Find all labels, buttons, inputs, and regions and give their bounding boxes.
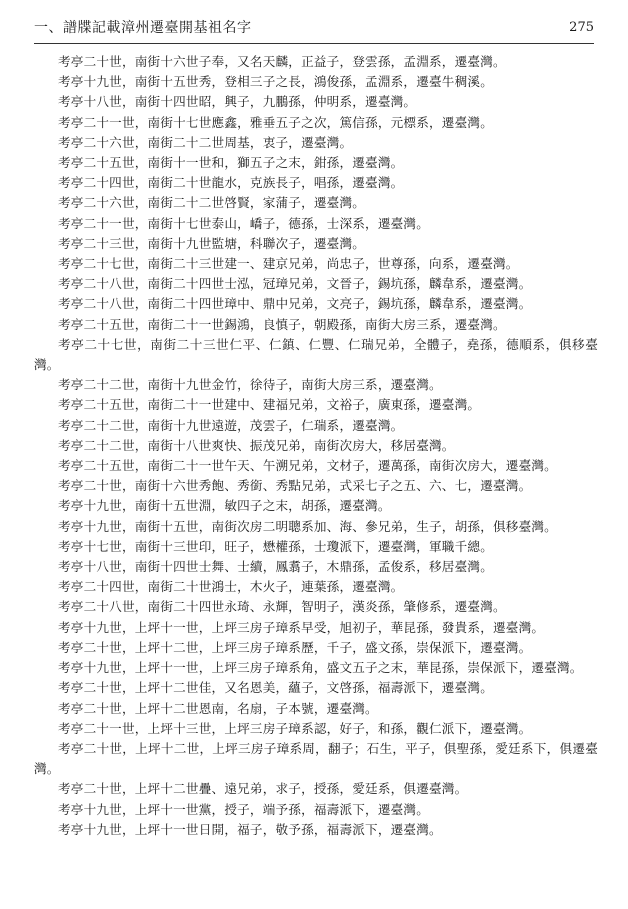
chapter-title: 一、譜牒記載漳州遷臺開基祖名字	[34, 20, 252, 36]
record-line: 考亭二十八世，南街二十四世永琦、永輝，智明子，漢炎孫，肇修系，遷臺灣。	[58, 599, 506, 615]
record-line: 考亭二十世，上坪十二世疊、遠兄弟，求子，授孫，愛廷系，俱遷臺灣。	[58, 781, 468, 797]
record-line: 考亭二十四世，南街二十世鴻士，木火子，連葉孫，遷臺灣。	[58, 579, 404, 595]
record-line: 考亭十九世，上坪十一世日開，福子，敬予孫，福壽派下，遷臺灣。	[58, 821, 442, 837]
record-line: 考亭十九世，南街十五世淵，敏四子之末，胡孫，遷臺灣。	[58, 498, 391, 514]
record-line: 考亭二十一世，上坪十三世，上坪三房子璋系認，好子，和孫，觀仁派下，遷臺灣。	[58, 720, 532, 736]
running-header	[34, 18, 594, 38]
record-line: 考亭十九世，南街十五世秀，登相三子之長，鴻俊孫，孟淵系，遷臺牛稠溪。	[58, 74, 493, 90]
record-line: 考亭二十二世，南街十八世爽快、振茂兄弟，南街次房大，移居臺灣。	[58, 437, 455, 453]
record-line: 考亭十八世，南街十四世士舞、士續，鳳翥子，木鼎孫，孟俊系，移居臺灣。	[58, 559, 493, 575]
record-line: 考亭二十世，南街十六世秀飽、秀銜、秀點兄弟，式采七子之五、六、七，遷臺灣。	[58, 478, 532, 494]
record-line: 考亭二十世，南街十六世子奉，又名天麟，正益子，登雲孫，孟淵系，遷臺灣。	[58, 54, 506, 69]
record-line: 考亭二十七世，南街二十三世建一、建京兄弟，尚忠子，世尊孫，向系，遷臺灣。	[58, 256, 519, 272]
record-line: 考亭二十八世，南街二十四世璋中、鼎中兄弟，文亮子，錫坑孫，麟韋系，遷臺灣。	[58, 296, 532, 312]
record-line: 考亭二十八世，南街二十四世士泓，冠璋兄弟，文晉子，錫坑孫，麟韋系，遷臺灣。	[58, 276, 532, 292]
record-line: 考亭二十五世，南街十一世和，獅五子之末，鉗孫，遷臺灣。	[58, 155, 404, 171]
record-line: 考亭十九世，上坪十一世，上坪三房子璋系角，盛文五子之末，華昆孫，崇保派下，遷臺灣。	[58, 660, 583, 676]
record-line: 考亭二十六世，南街二十二世周基，衷子，遷臺灣。	[58, 134, 353, 150]
record-line: 考亭十七世，南街十三世印，旺子，懋權孫，士瓊派下，遷臺灣，軍職千總。	[58, 538, 493, 554]
record-line: 考亭二十一世，南街十七世泰山，嶠子，德孫，士深系，遷臺灣。	[58, 215, 430, 231]
record-line: 考亭二十二世，南街十九世遠遊，茂雲子，仁瑞系，遷臺灣。	[58, 417, 404, 433]
record-line: 考亭二十六世，南街二十二世啓賢，家蒲子，遷臺灣。	[58, 195, 366, 211]
record-line: 考亭二十五世，南街二十一世午天、午溯兄弟，文材子，遷萬孫，南街次房大，遷臺灣。	[58, 458, 557, 474]
record-line: 考亭二十一世，南街十七世應鑫，雅垂五子之次，篤信孫，元標系，遷臺灣。	[58, 114, 493, 130]
page-number: 275	[569, 20, 594, 35]
record-line: 考亭二十五世，南街二十一世建中、建福兄弟，文裕子，廣東孫，遷臺灣。	[58, 397, 481, 413]
record-line: 考亭二十世，上坪十二世佳，又名恩美，蘊子，文啓孫，福壽派下，遷臺灣。	[58, 680, 493, 696]
genealogy-records	[34, 52, 598, 840]
record-line: 考亭二十四世，南街二十世龍水，克族長子，唱孫，遷臺灣。	[58, 175, 404, 191]
record-line: 考亭十八世，南街十四世昭，興子，九鵬孫，仲明系，遷臺灣。	[58, 94, 417, 110]
record-line: 考亭十九世，上坪十一世黨，授子，端予孫，福壽派下，遷臺灣。	[58, 801, 430, 817]
header-rule	[34, 43, 594, 44]
record-line: 考亭二十三世，南街十九世監塘，科聯次子，遷臺灣。	[58, 235, 366, 251]
record-line: 考亭二十七世，南街二十三世仁平、仁鎮、仁豐、仁瑞兄弟，全體子，堯孫，德順系，俱移臺灣。	[34, 336, 598, 373]
record-line: 考亭二十世，上坪十二世恩南，名扇，子本號，遷臺灣。	[58, 700, 378, 716]
record-line: 考亭二十世，上坪十二世，上坪三房子璋系歷，千子，盛文孫，崇保派下，遷臺灣。	[58, 639, 532, 655]
record-line: 考亭二十五世，南街二十一世錫鴻，良慎子，朝殿孫，南街大房三系，遷臺灣。	[58, 316, 506, 332]
record-line: 考亭二十二世，南街十九世金竹，徐待子，南街大房三系，遷臺灣。	[58, 377, 442, 393]
record-line: 考亭十九世，上坪十一世，上坪三房子璋系早受，旭初子，華昆孫，發貴系，遷臺灣。	[58, 619, 545, 635]
record-line: 考亭二十世，上坪十二世，上坪三房子璋系周，翻子；石生，平子，俱聖孫，愛廷系下，俱遷臺灣。	[34, 740, 598, 777]
record-line: 考亭十九世，南街十五世，南街次房二明聰系加、海、參兄弟，生子，胡孫，俱移臺灣。	[58, 518, 557, 534]
